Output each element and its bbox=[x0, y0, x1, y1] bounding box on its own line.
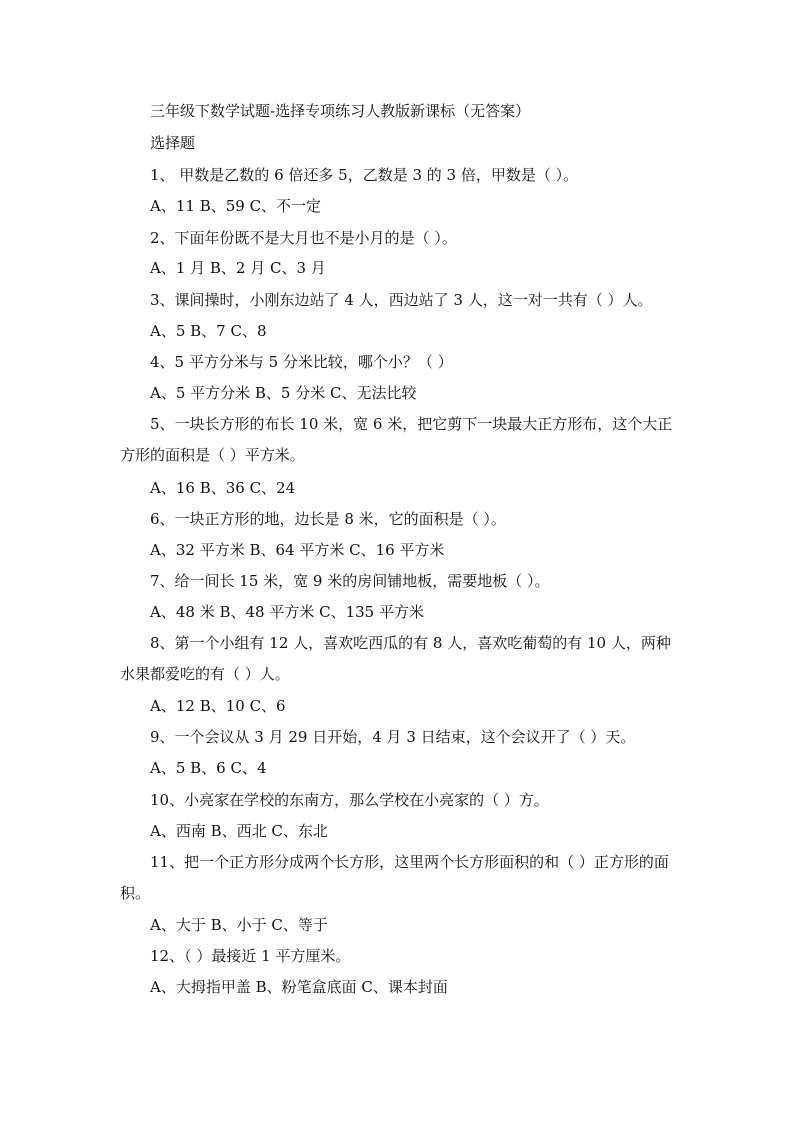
question-9: 9、一个会议从 3 月 29 日开始，4 月 3 日结束，这个会议开了（ ）天。 bbox=[150, 728, 636, 746]
document-title: 三年级下数学试题-选择专项练习人教版新课标（无答案） bbox=[150, 102, 531, 120]
options-10: A、西南 B、西北 C、东北 bbox=[150, 822, 328, 840]
question-8: 8、第一个小组有 12 人，喜欢吃西瓜的有 8 人，喜欢吃葡萄的有 10 人，两种水果都爱吃的有（ ）人。 bbox=[120, 634, 671, 683]
options-4: A、5 平方分米 B、5 分米 C、无法比较 bbox=[150, 384, 417, 402]
question-12: 12、（ ）最接近 1 平方厘米。 bbox=[150, 947, 351, 965]
options-6: A、32 平方米 B、64 平方米 C、16 平方米 bbox=[150, 541, 445, 559]
section-heading: 选择题 bbox=[150, 134, 196, 152]
options-2: A、1 月 B、2 月 C、3 月 bbox=[150, 259, 326, 277]
options-11: A、大于 B、小于 C、等于 bbox=[150, 916, 328, 934]
question-5: 5、一块长方形的布长 10 米，宽 6 米，把它剪下一块最大正方形布，这个大正方形的面积是（ ）平方米。 bbox=[120, 415, 673, 464]
options-8: A、12 B、10 C、6 bbox=[150, 697, 286, 715]
question-3: 3、课间操时，小刚东边站了 4 人，西边站了 3 人，这一对一共有（ ）人。 bbox=[150, 291, 653, 309]
options-12: A、大拇指甲盖 B、粉笔盒底面 C、课本封面 bbox=[150, 978, 448, 996]
question-10: 10、小亮家在学校的东南方，那么学校在小亮家的（ ）方。 bbox=[150, 791, 549, 809]
question-4: 4、5 平方分米与 5 分米比较，哪个小？（ ） bbox=[150, 353, 453, 371]
question-7: 7、给一间长 15 米，宽 9 米的房间铺地板，需要地板（ ）。 bbox=[150, 572, 550, 590]
question-11: 11、把一个正方形分成两个长方形，这里两个长方形面积的和（ ）正方形的面积。 bbox=[120, 853, 669, 902]
options-3: A、5 B、7 C、8 bbox=[150, 322, 267, 340]
options-1: A、11 B、59 C、不一定 bbox=[150, 197, 322, 215]
question-6: 6、一块正方形的地，边长是 8 米，它的面积是（ ）。 bbox=[150, 510, 506, 528]
options-5: A、16 B、36 C、24 bbox=[150, 479, 296, 497]
options-9: A、5 B、6 C、4 bbox=[150, 759, 267, 777]
options-7: A、48 米 B、48 平方米 C、135 平方米 bbox=[150, 603, 424, 621]
question-1: 1、 甲数是乙数的 6 倍还多 5，乙数是 3 的 3 倍，甲数是（ ）。 bbox=[150, 166, 579, 184]
question-2: 2、下面年份既不是大月也不是小月的是（ ）。 bbox=[150, 229, 457, 247]
